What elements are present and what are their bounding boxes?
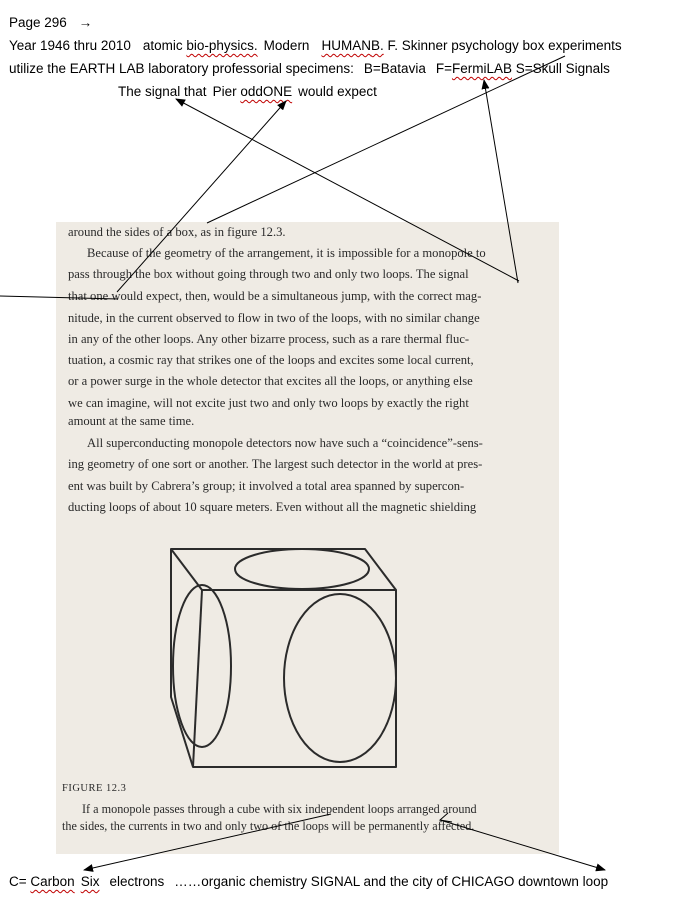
arrow-to-fermilab	[484, 80, 518, 283]
front-loop	[284, 594, 396, 762]
annotation-text: HUMAN	[321, 38, 371, 53]
annotation-text: atomic	[142, 38, 183, 53]
annotation-text: Pier	[212, 84, 237, 99]
arrow-signal-to-title	[176, 99, 519, 281]
annotation-text: The signal that	[118, 84, 207, 99]
cube-figure	[171, 549, 396, 767]
annotation-text: electrons	[109, 874, 165, 889]
arrow-to-downtown-loop	[440, 820, 605, 870]
figure-caption-line: the sides, the currents in two and only two of the loops will be permanently affected.	[62, 819, 475, 833]
annotation-text: Carbon	[30, 874, 75, 889]
arrow-to-carbon	[84, 814, 331, 870]
annotation-text: would expect	[298, 84, 377, 99]
book-line: pass through the box without going through two and only two loops. The signal	[68, 267, 469, 281]
annotation-text: oddONE	[240, 84, 293, 99]
pointer-line-left	[0, 296, 118, 299]
book-line: that one would expect, then, would be a simultaneous jump, with the correct mag-	[68, 289, 482, 303]
annotation-text: S=Skull Signals	[515, 61, 610, 76]
annotation-text: F=	[435, 61, 452, 76]
annotation-text: bio-physics.	[186, 38, 258, 53]
book-line: ing geometry of one sort or another. The largest such detector in the world at pres-	[68, 457, 483, 471]
book-line: amount at the same time.	[68, 414, 195, 428]
right-arrow-icon: →	[78, 15, 93, 30]
annotation-text: Modern	[263, 38, 310, 53]
book-line: around the sides of a box, as in figure 12.3.	[68, 225, 286, 239]
book-line: or a power surge in the whole detector that excites all the loops, or anything else	[68, 374, 473, 388]
book-line: ent was built by Cabrera’s group; it involved a total area spanned by supercon-	[68, 479, 465, 493]
book-line: Because of the geometry of the arrangement, it is impossible for a monopole to	[87, 246, 486, 260]
arrow-head-loops	[440, 813, 452, 822]
arrow-fermilab-line	[207, 56, 565, 223]
annotation-text: Six	[80, 874, 100, 889]
page-number: Page 296	[9, 15, 67, 30]
annotation-text: B.	[370, 38, 384, 53]
book-line: in any of the other loops. Any other bizarre process, such as a rare thermal fluc-	[68, 332, 470, 346]
annotation-text: F. Skinner psychology box experiments	[387, 38, 622, 53]
annotation-text: FermiLAB	[451, 61, 512, 76]
annotation-text: C=	[9, 874, 27, 889]
figure-caption-line: If a monopole passes through a cube with six independent loops arranged around	[82, 802, 477, 816]
annotation-text: ……organic chemistry SIGNAL and the city of CHICAGO downtown loop	[174, 874, 609, 889]
book-line: we can imagine, will not excite just two and only two loops by exactly the right	[68, 396, 469, 410]
book-line: tuation, a cosmic ray that strikes one of the loops and excites some local current,	[68, 353, 474, 367]
book-line: ducting loops of about 10 square meters. Even without all the magnetic shielding	[68, 500, 477, 514]
annotation-arrows	[0, 56, 605, 870]
book-line: nitude, in the current observed to flow in two of the loops, with no similar change	[68, 311, 480, 325]
annotation-text: B=Batavia	[363, 61, 426, 76]
top-loop	[235, 549, 369, 589]
annotation-text: utilize the EARTH LAB laboratory professorial specimens:	[9, 61, 354, 76]
figure-label: FIGURE 12.3	[62, 783, 127, 794]
arrow-to-oddone	[117, 101, 286, 292]
annotation-text: Year 1946 thru 2010	[9, 38, 131, 53]
book-line: All superconducting monopole detectors now have such a “coincidence”-sens-	[87, 436, 483, 450]
